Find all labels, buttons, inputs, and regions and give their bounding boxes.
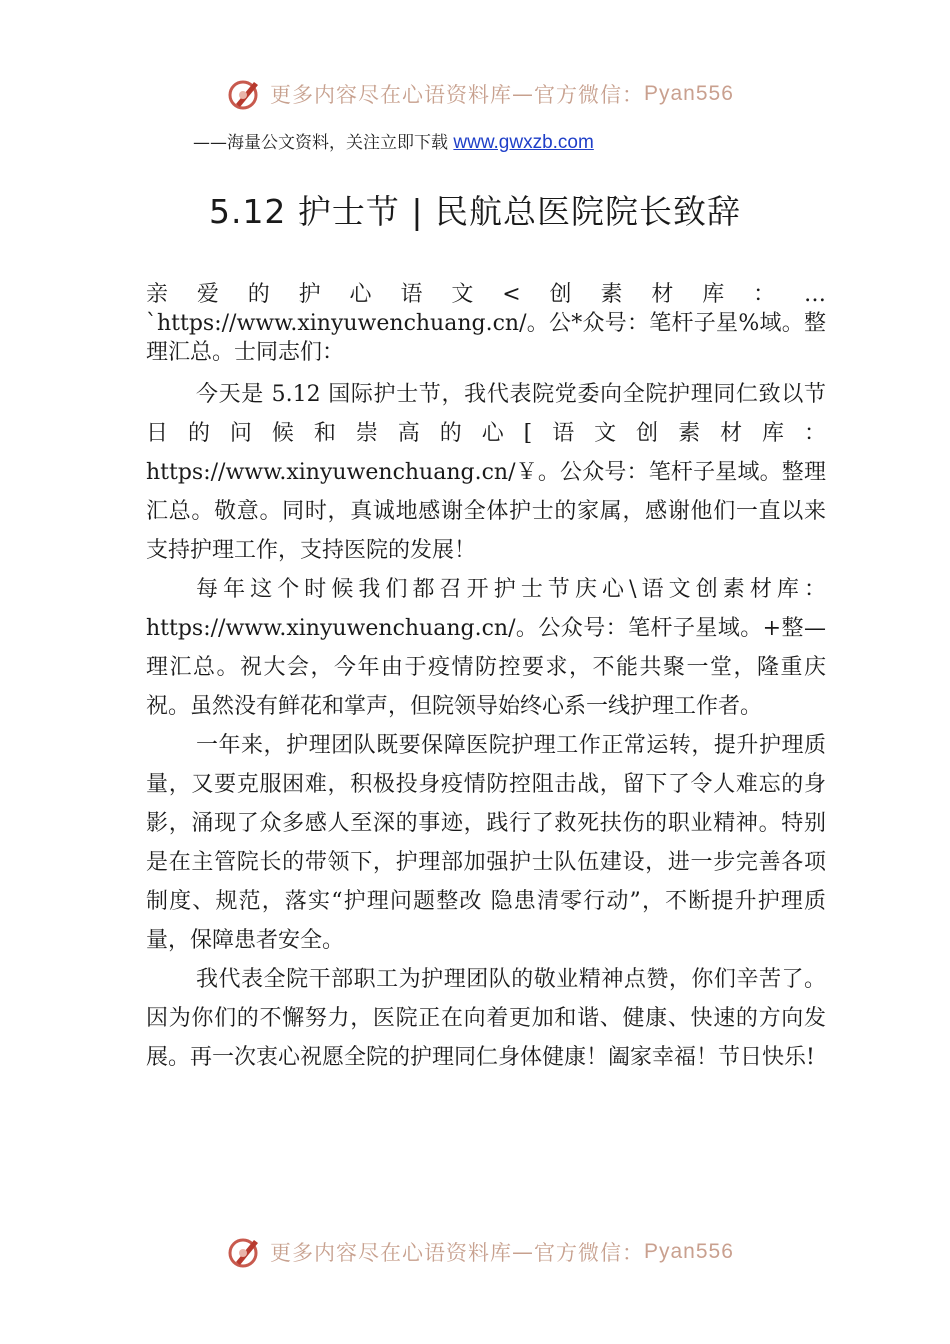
- banner-brand: 更多内容尽在心语资料库: [270, 83, 512, 107]
- website-link[interactable]: www.gwxzb.com: [453, 132, 594, 153]
- body-paragraph: 我代表全院干部职工为护理团队的敬业精神点赞，你们辛苦了。因为你们的不懈努力，医院正在向着更加和谐、健康、快速的方向发展。再一次衷心祝愿全院的护理同仁身体健康！阖家幸福！节日快乐!: [146, 967, 826, 1070]
- header-banner: [228, 74, 734, 114]
- footer-banner: [228, 1232, 734, 1272]
- greeting-paragraph: 亲爱的护心语文<创素材库：…`https://www.xinyuwenchuang.cn/。公*众号：笔杆子星%域。整理汇总。士同志们：: [146, 282, 826, 365]
- banner-wechat-id: Pyan556: [644, 1240, 734, 1263]
- body-paragraph: 今天是 5.12 国际护士节，我代表院党委向全院护理同仁致以节日的问候和崇高的心[语文创素材库：https://www.xinyuwenchuang.cn/￥。公众号：笔杆子星域。整理汇总。敬意。同时，真诚地感谢全体护士的家属，感谢他们一直以来支持护理工作，支持医院的发展！: [146, 382, 826, 563]
- document-title: 5.12 护士节 | 民航总医院院长致辞: [208, 192, 742, 231]
- subtitle-text: ——海量公文资料，关注立即下载: [193, 133, 454, 153]
- banner-separator: —: [512, 1240, 534, 1264]
- body-paragraph: 每年这个时候我们都召开护士节庆心\语文创素材库：https://www.xinyuwenchuang.cn/。公众号：笔杆子星域。+整—理汇总。祝大会，今年由于疫情防控要求，不能共聚一堂，隆重庆祝。虽然没有鲜花和掌声，但院领导始终心系一线护理工作者。: [146, 577, 826, 719]
- document-body: [146, 280, 826, 1077]
- pen-logo-icon: [228, 76, 264, 112]
- subtitle-line: [193, 128, 594, 154]
- pen-logo-icon: [228, 1234, 264, 1270]
- banner-wechat-label: 官方微信：: [534, 1241, 644, 1265]
- banner-wechat-label: 官方微信：: [534, 83, 644, 107]
- banner-separator: —: [512, 82, 534, 106]
- body-paragraph: 一年来，护理团队既要保障医院护理工作正常运转，提升护理质量，又要克服困难，积极投身疫情防控阻击战，留下了令人难忘的身影，涌现了众多感人至深的事迹，践行了救死扶伤的职业精神。特别是在主管院长的带领下，护理部加强护士队伍建设，进一步完善各项制度、规范，落实“护理问题整改 隐患清零行动”，不断提升护理质量，保障患者安全。: [146, 733, 826, 953]
- banner-wechat-id: Pyan556: [644, 82, 734, 105]
- banner-brand: 更多内容尽在心语资料库: [270, 1241, 512, 1265]
